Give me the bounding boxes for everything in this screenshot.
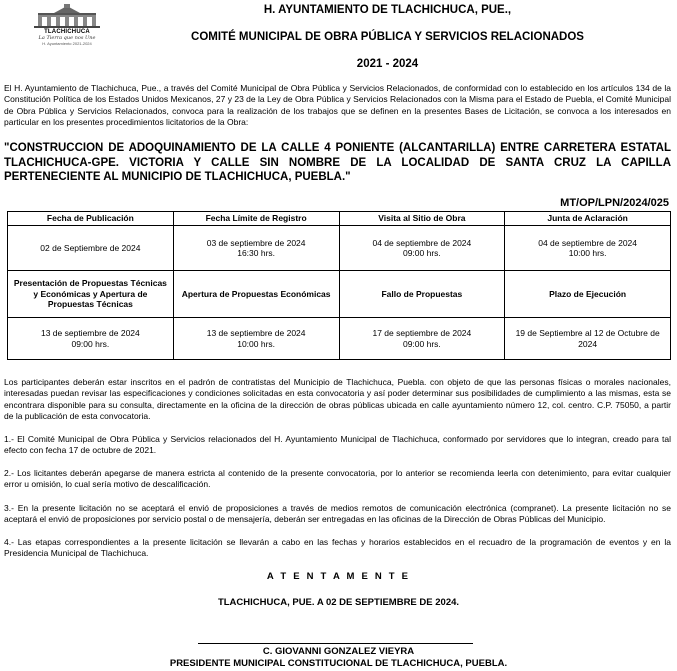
cell-date: 03 de septiembre de 2024 xyxy=(206,237,306,248)
header-cell-visita: Visita al Sitio de Obra xyxy=(339,212,505,226)
header-cell-fallo: Fallo de Propuestas xyxy=(339,271,505,318)
cell-time: 09:00 hrs. xyxy=(71,338,110,349)
value-cell-publicacion xyxy=(8,226,174,271)
signer-name: C. GIOVANNI GONZALEZ VIEYRA xyxy=(262,646,415,657)
intro-paragraph: El H. Ayuntamiento de Tlachichuca, Pue., a través del Comité Municipal de Obra Pública y Servicios Relacionados, de conformidad con lo establecido en los artículos 134 de la Constitución Política de los Estados Unidos Mexicanos, 27 y 23 de la Ley de Obra Pública y Servicios Relacionados con la Misma para el Estado de Puebla, el Comité Municipal de Obra Pública y Servicios Relacionados, convoca para la realización de los trabajos que se definen en la presentes Bases de Licitación, se convoca a los interesados en particular en los presentes procedimientos licitatorios de la Obra: xyxy=(4,83,671,127)
cell-date: 04 de septiembre de 2024 xyxy=(538,237,638,248)
header-cell-presentacion: Presentación de Propuestas Técnicas y Económicas y Apertura de Propuestas Técnicas xyxy=(8,271,174,318)
logo-slogan: La Tierra que nos Une xyxy=(38,35,96,41)
value-cell-apertura xyxy=(173,318,339,360)
header-cell-junta: Junta de Aclaración xyxy=(505,212,671,226)
schedule-table xyxy=(7,211,671,360)
schedule-value-row xyxy=(8,318,671,360)
cell-time: 10:00 hrs. xyxy=(568,248,607,258)
schedule-value-row xyxy=(8,226,671,271)
value-cell-presentacion xyxy=(8,318,174,360)
municipal-logo xyxy=(34,4,100,46)
signature-line xyxy=(198,643,473,644)
header-period: 2021 - 2024 xyxy=(356,58,419,70)
cell-time: 09:00 hrs. xyxy=(402,248,441,258)
header-ayuntamiento: H. AYUNTAMIENTO DE TLACHICHUCA, PUE., xyxy=(263,4,512,16)
tender-code: MT/OP/LPN/2024/025 xyxy=(560,197,669,209)
logo-name: TLACHICHUCA xyxy=(44,29,90,35)
cell-time: 16:30 hrs. xyxy=(237,248,276,258)
signer-title: PRESIDENTE MUNICIPAL CONSTITUCIONAL DE TLACHICHUCA, PUEBLA. xyxy=(169,658,508,669)
value-cell-visita xyxy=(339,226,505,271)
clause-1: 1.- El Comité Municipal de Obra Pública y Servicios relacionados del H. Ayuntamiento Municipal de Tlachichuca, conformado por servidores que lo integran, creado para tal efecto con fecha 17 de octubre de 2021. xyxy=(4,434,671,456)
header-cell-apertura: Apertura de Propuestas Económicas xyxy=(173,271,339,318)
closing-place-date: TLACHICHUCA, PUE. A 02 DE SEPTIEMBRE DE 2024. xyxy=(217,597,460,608)
value-cell-plazo xyxy=(505,318,671,360)
project-title: "CONSTRUCCION DE ADOQUINAMIENTO DE LA CALLE 4 PONIENTE (ALCANTARILLA) ENTRE CARRETERA ESTATAL TLACHICHUCA-GPE. VICTORIA Y CALLE SIN NOMBRE DE LA LOCALIDAD DE SANTA CRUZ LA CAPILLA PERTENECIENTE AL MUNICIPIO DE TLACHICHUCA, PUEBLA." xyxy=(4,142,671,184)
cell-date: 02 de Septiembre de 2024 xyxy=(40,242,141,253)
cell-date: 19 de Septiembre al 12 de Octubre de 2024 xyxy=(515,328,660,349)
header-cell-plazo: Plazo de Ejecución xyxy=(505,271,671,318)
value-cell-junta xyxy=(505,226,671,271)
value-cell-fallo xyxy=(339,318,505,360)
cell-date: 04 de septiembre de 2024 xyxy=(372,237,472,248)
cell-date: 13 de septiembre de 2024 xyxy=(206,328,306,338)
cell-time: 10:00 hrs. xyxy=(237,338,276,349)
cell-date: 17 de septiembre de 2024 xyxy=(372,328,472,338)
value-cell-registro xyxy=(173,226,339,271)
schedule-header-row xyxy=(8,212,671,226)
town-hall-logo-icon xyxy=(34,4,100,28)
header-comite: COMITÉ MUNICIPAL DE OBRA PÚBLICA Y SERVICIOS RELACIONADOS xyxy=(191,31,584,43)
schedule-header-row xyxy=(8,271,671,318)
clause-2: 2.- Los licitantes deberán apegarse de manera estricta al contenido de la presente convocatoria, por lo anterior se recomienda leerla con detenimiento, para evitar cualquier error u omisión, lo cual sería motivo de descalificación. xyxy=(4,468,671,490)
clause-4: 4.- Las etapas correspondientes a la presente licitación se llevarán a cabo en las fechas y horarios establecidos en el recuadro de la programación de eventos y en la Presidencia Municipal de Tlachichuca. xyxy=(4,537,671,559)
header-cell-publicacion: Fecha de Publicación xyxy=(8,212,174,226)
clause-3: 3.- En la presente licitación no se aceptará el envió de proposiciones a través de medios remotos de comunicación electrónica (compranet). La presente licitación no se aceptará el envió de proposiciones por servicio postal o de mensajería, deberán ser entregadas en las oficinas de la Dirección de Obras Públicas del Municipio. xyxy=(4,503,671,525)
cell-time: 09:00 hrs. xyxy=(402,338,441,349)
requirements-paragraph: Los participantes deberán estar inscritos en el padrón de contratistas del Municipio de Tlachichuca, Puebla. con objeto de que las personas físicas o morales nacionales, interesadas puedan revisar las especificaciones y condiciones solicitadas en esta convocatoria y así poder determinar sus posibilidades de cumplimiento a las mismas, esta se encontrara disponible para su consulta, directamente en la oficina de la dirección de obras públicas ubicada en calle ayuntamiento número 12, col. centro. C.P. 75050, a partir de la publicación de esta convocatoria. xyxy=(4,377,671,421)
cell-date: 13 de septiembre de 2024 xyxy=(40,328,140,338)
logo-term: H. Ayuntamiento 2021-2024 xyxy=(42,41,92,46)
closing-attentively: A T E N T A M E N T E xyxy=(266,571,411,582)
header-cell-registro: Fecha Límite de Registro xyxy=(173,212,339,226)
